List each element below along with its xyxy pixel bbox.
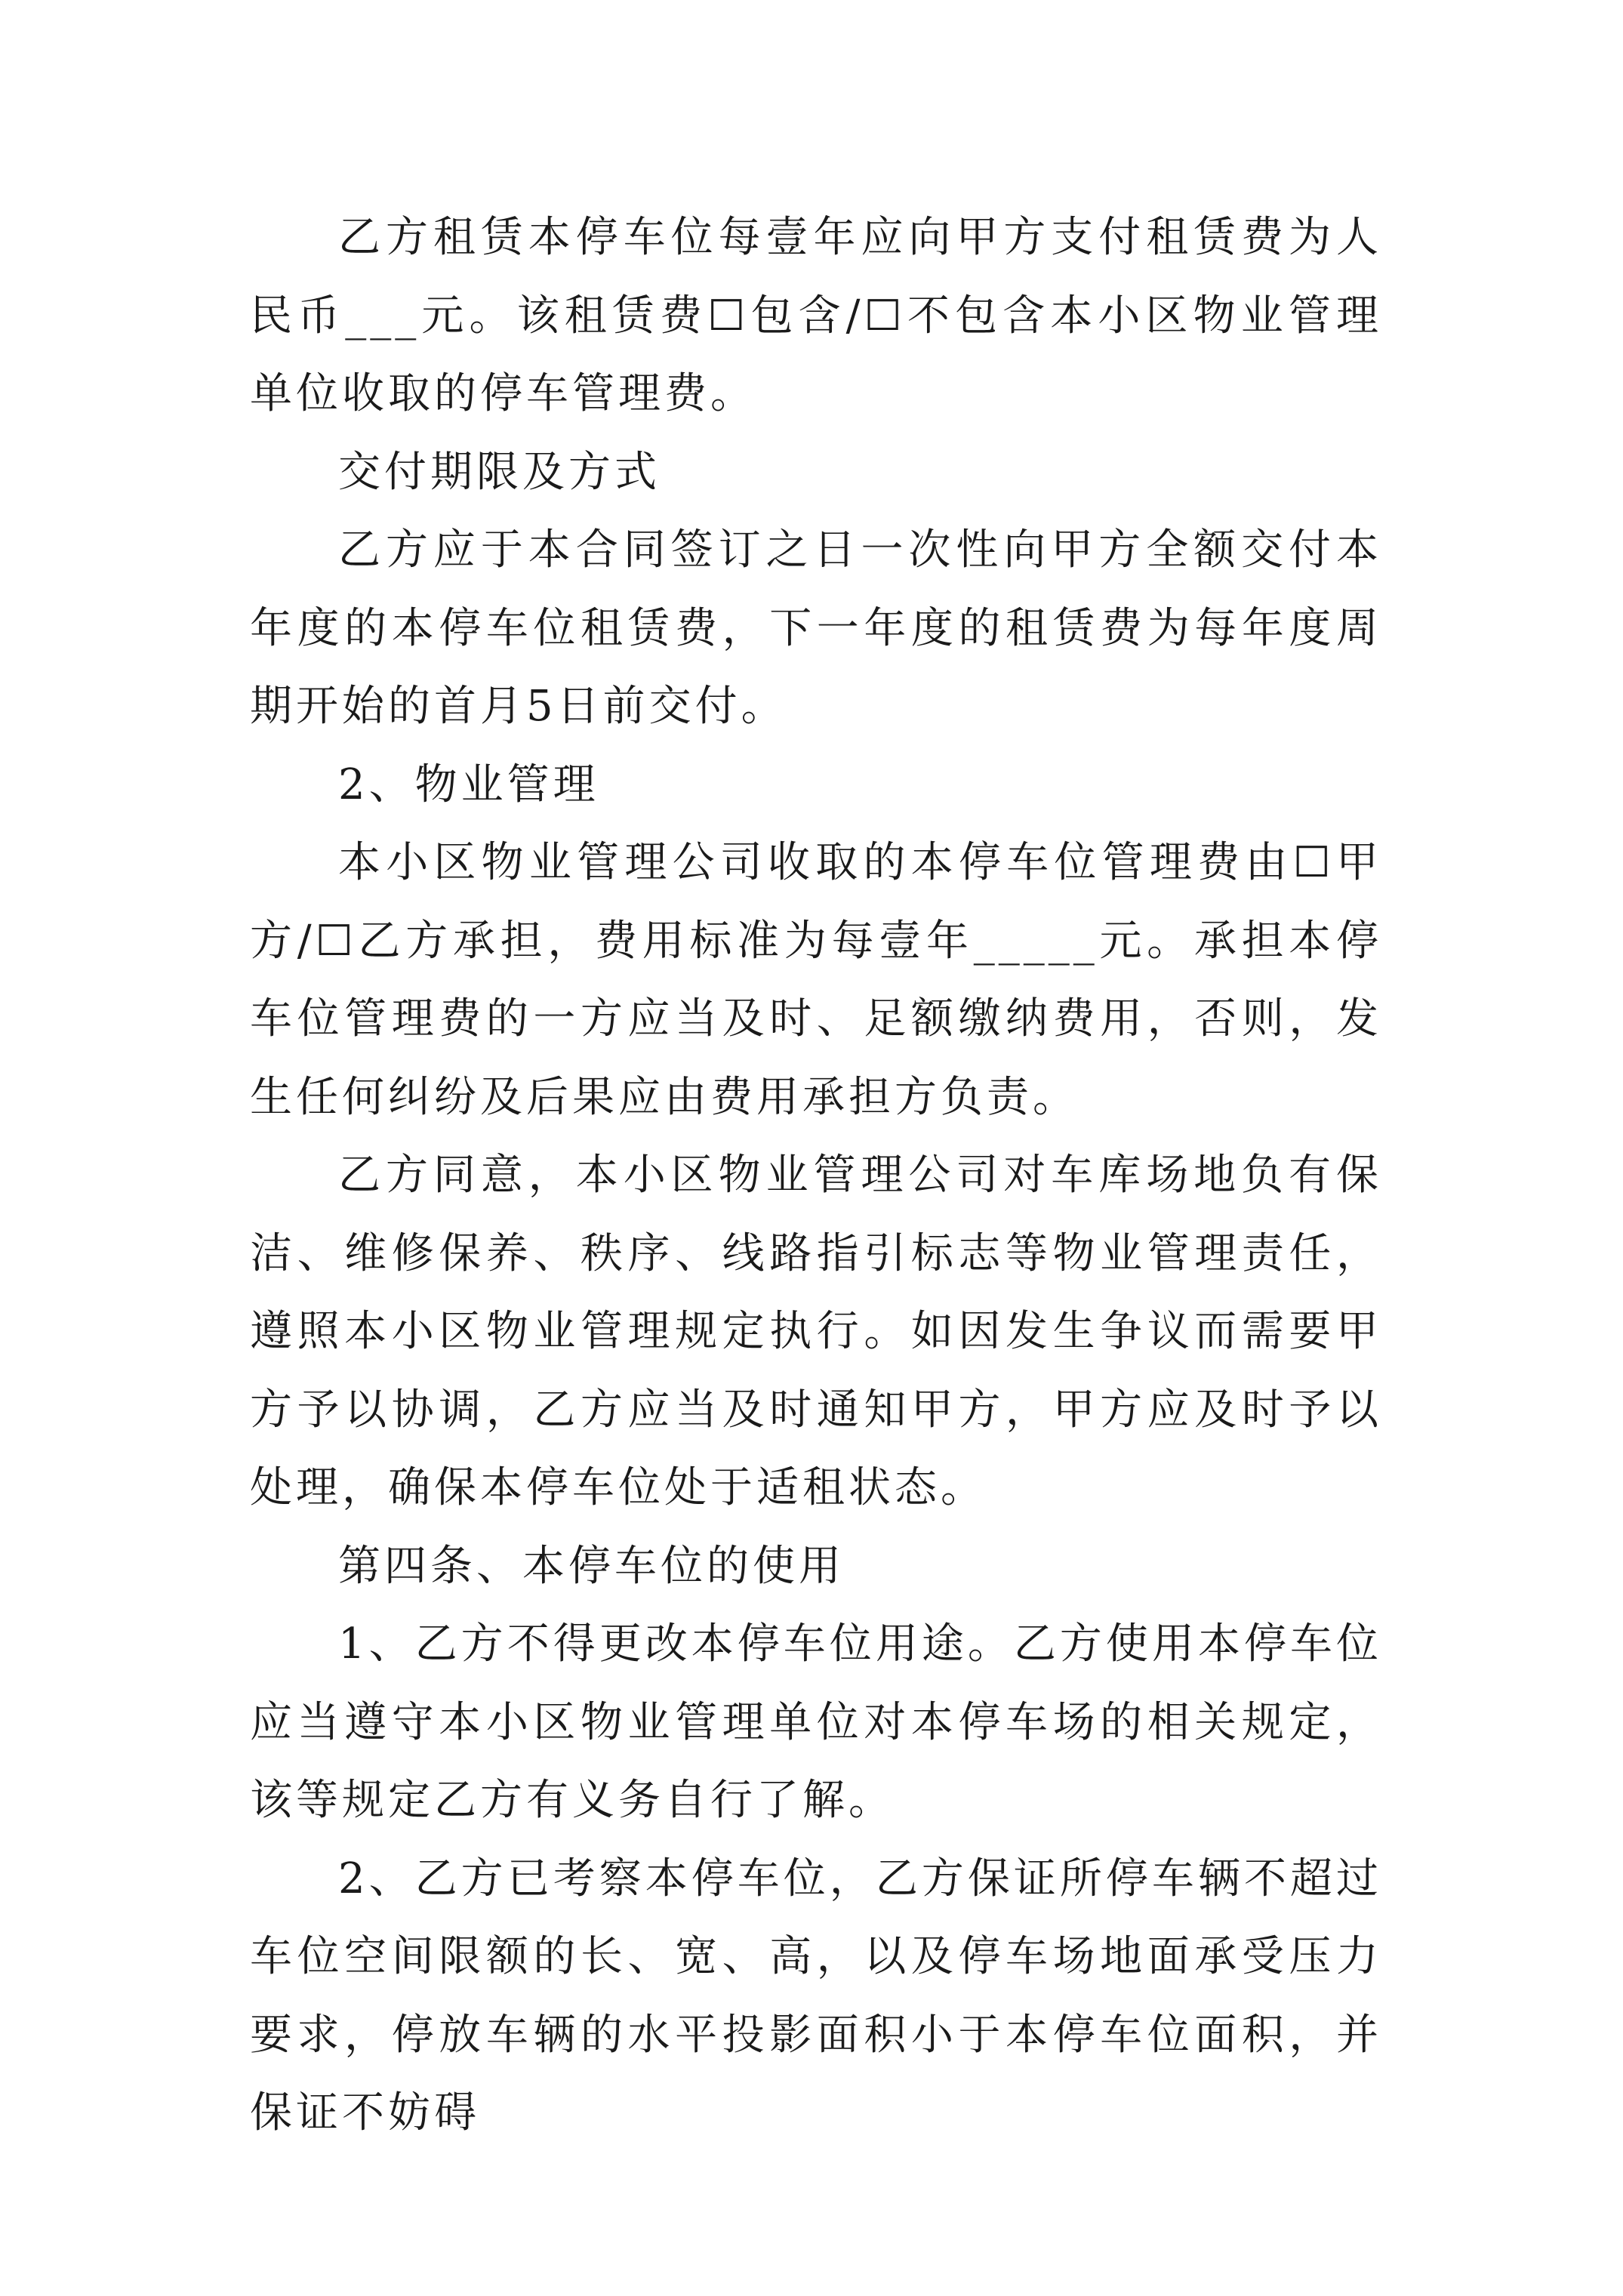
paragraph-usage-clause-1: 1、乙方不得更改本停车位用途。乙方使用本停车位应当遵守本小区物业管理单位对本停车场的相关规定，该等规定乙方有义务自行了解。 [250,1620,1382,1825]
heading-payment-terms: 交付期限及方式 [338,447,661,497]
paragraph-management-duties: 乙方同意，本小区物业管理公司对车库场地负有保洁、维修保养、秩序、线路指引标志等物业管理责任，遵照本小区物业管理规定执行。如因发生争议而需要甲方予以协调，乙方应当及时通知甲方，甲方应及时予以处理，确保本停车位处于适租状态。 [250,1151,1382,1512]
paragraph-rent-amount: 乙方租赁本停车位每壹年应向甲方支付租赁费为人民币___元。该租赁费☐包含/☐不包含本小区物业管理单位收取的停车管理费。 [250,213,1382,418]
paragraph-management-fee: 本小区物业管理公司收取的本停车位管理费由☐甲方/☐乙方承担，费用标准为每壹年_____元。承担本停车位管理费的一方应当及时、足额缴纳费用，否则，发生任何纠纷及后果应由费用承担方负责。 [250,838,1382,1122]
heading-property-management: 2、物业管理 [338,760,599,809]
paragraph-payment-schedule: 乙方应于本合同签订之日一次性向甲方全额交付本年度的本停车位租赁费，下一年度的租赁费为每年度周期开始的首月5日前交付。 [250,525,1382,731]
heading-article-four: 第四条、本停车位的使用 [338,1541,845,1591]
paragraph-usage-clause-2: 2、乙方已考察本停车位，乙方保证所停车辆不超过车位空间限额的长、宽、高，以及停车场地面承受压力要求，停放车辆的水平投影面积小于本停车位面积，并保证不妨碍 [250,1854,1382,2137]
document-body [250,199,1382,2153]
